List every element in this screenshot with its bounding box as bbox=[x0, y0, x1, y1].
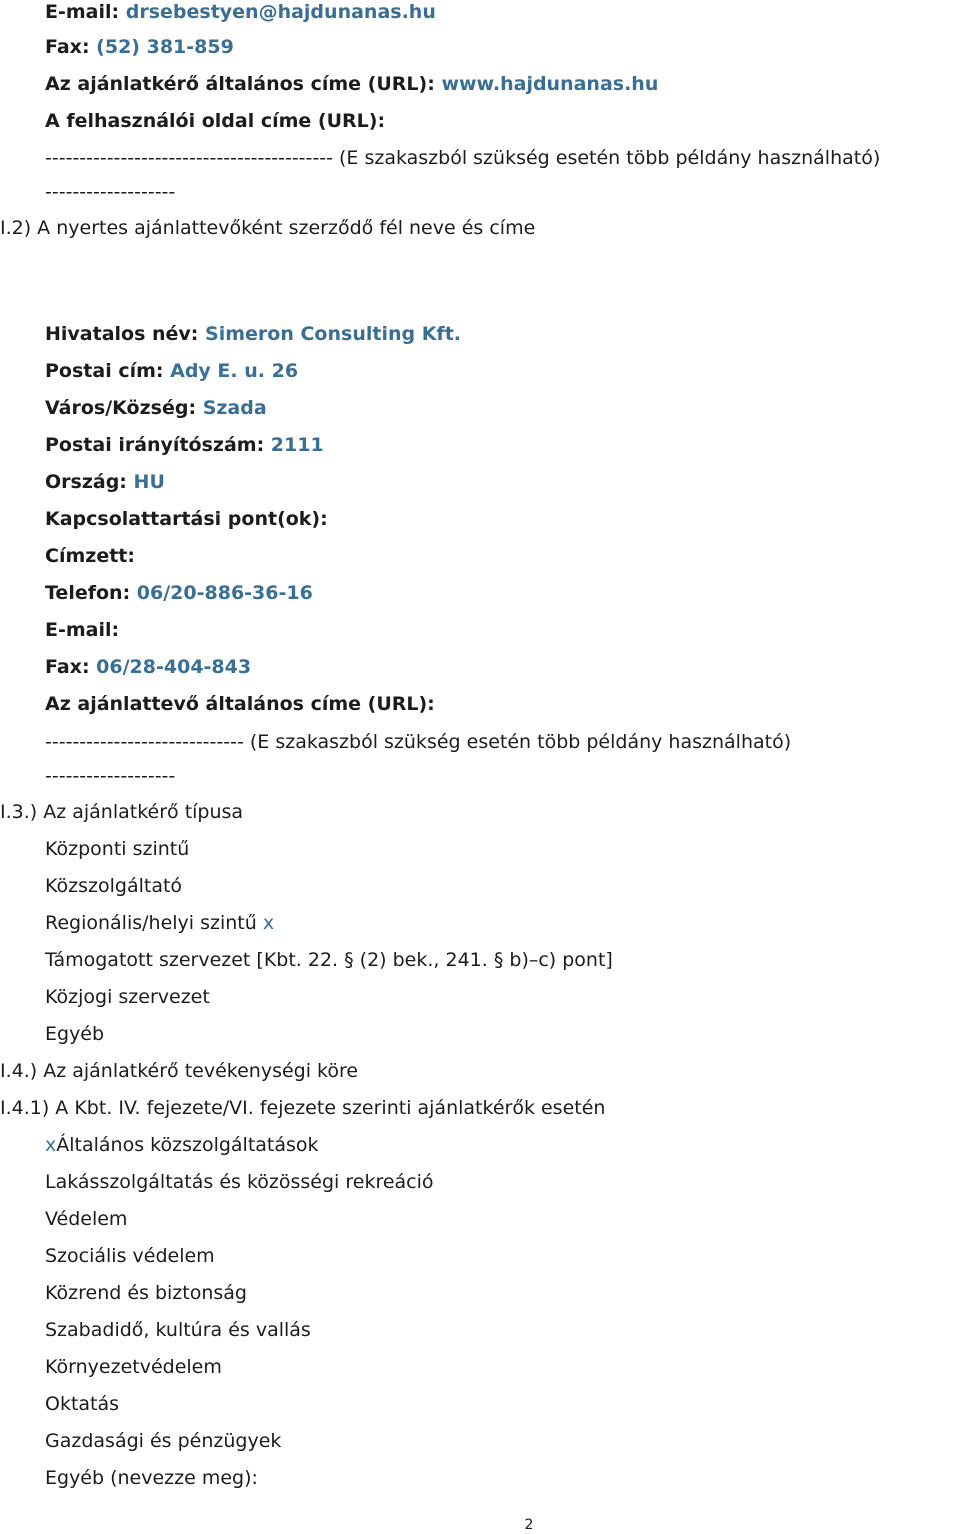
winner-url-label: Az ajánlattevő általános címe (URL): bbox=[45, 693, 435, 715]
phone-row bbox=[45, 581, 313, 605]
winner-email-label: E-mail: bbox=[45, 619, 120, 641]
winner-fax-label: Fax: bbox=[45, 656, 90, 678]
official-name-row bbox=[45, 322, 461, 346]
separator-line: ------------------------------------------ (E szakaszból szükség esetén több példány használható) bbox=[45, 147, 881, 169]
type-item bbox=[45, 948, 613, 972]
activity-selected-mark: x bbox=[45, 1134, 57, 1156]
winner-fax-value: 06/28-404-843 bbox=[96, 656, 252, 678]
country-label: Ország: bbox=[45, 471, 127, 493]
type-item bbox=[45, 874, 182, 898]
type-item-label: Központi szintű bbox=[45, 838, 190, 860]
postal-address-row bbox=[45, 359, 298, 383]
activity-item: Szociális védelem bbox=[45, 1245, 215, 1267]
activity-item-label: Általános közszolgáltatások bbox=[56, 1134, 319, 1156]
winner-separator-tail: ------------------- bbox=[45, 765, 176, 787]
section-heading-type: I.3.) Az ajánlatkérő típusa bbox=[0, 801, 244, 823]
activity-item: Gazdasági és pénzügyek bbox=[45, 1430, 282, 1452]
country-row bbox=[45, 470, 165, 494]
section-heading-activity: I.4.) Az ajánlatkérő tevékenységi köre bbox=[0, 1060, 359, 1082]
url-row bbox=[45, 72, 658, 96]
activity-item: Oktatás bbox=[45, 1393, 120, 1415]
type-item-label: Közjogi szervezet bbox=[45, 986, 210, 1008]
city-row bbox=[45, 396, 267, 420]
country-value: HU bbox=[133, 471, 165, 493]
zip-label: Postai irányítószám: bbox=[45, 434, 265, 456]
email-label: E-mail: bbox=[45, 1, 120, 23]
type-item-label: Regionális/helyi szintű bbox=[45, 912, 257, 934]
section-heading-winner: I.2) A nyertes ajánlattevőként szerződő fél neve és címe bbox=[0, 217, 536, 239]
winner-separator-line: ----------------------------- (E szakaszból szükség esetén több példány használható) bbox=[45, 731, 792, 753]
type-item bbox=[45, 911, 274, 935]
type-item-label: Közszolgáltató bbox=[45, 875, 183, 897]
postal-address-value: Ady E. u. 26 bbox=[170, 360, 299, 382]
url-link[interactable]: www.hajdunanas.hu bbox=[441, 73, 659, 95]
user-url-label: A felhasználói oldal címe (URL): bbox=[45, 110, 386, 132]
phone-value: 06/20-886-36-16 bbox=[136, 582, 313, 604]
contact-point-label: Kapcsolattartási pont(ok): bbox=[45, 508, 328, 530]
zip-row bbox=[45, 433, 324, 457]
fax-label: Fax: bbox=[45, 36, 90, 58]
activity-item: Lakásszolgáltatás és közösségi rekreáció bbox=[45, 1171, 434, 1193]
city-label: Város/Község: bbox=[45, 397, 197, 419]
winner-fax-row bbox=[45, 655, 251, 679]
official-name-value: Simeron Consulting Kft. bbox=[205, 323, 461, 345]
separator-tail: ------------------- bbox=[45, 181, 176, 203]
email-link[interactable]: drsebestyen@hajdunanas.hu bbox=[125, 1, 436, 23]
activity-item: Környezetvédelem bbox=[45, 1356, 222, 1378]
city-value: Szada bbox=[202, 397, 267, 419]
postal-address-label: Postai cím: bbox=[45, 360, 164, 382]
type-item bbox=[45, 1022, 104, 1046]
page-number: 2 bbox=[524, 1517, 534, 1533]
type-item-label: Egyéb bbox=[45, 1023, 105, 1045]
activity-item bbox=[45, 1133, 319, 1157]
type-item bbox=[45, 837, 189, 861]
official-name-label: Hivatalos név: bbox=[45, 323, 199, 345]
fax-row bbox=[45, 35, 234, 59]
activity-item: Szabadidő, kultúra és vallás bbox=[45, 1319, 311, 1341]
type-item bbox=[45, 985, 210, 1009]
activity-item: Védelem bbox=[45, 1208, 128, 1230]
activity-item: Egyéb (nevezze meg): bbox=[45, 1467, 258, 1489]
fax-value: (52) 381-859 bbox=[96, 36, 234, 58]
activity-item: Közrend és biztonság bbox=[45, 1282, 247, 1304]
type-item-label: Támogatott szervezet [Kbt. 22. § (2) bek., 241. § b)–c) pont] bbox=[45, 949, 613, 971]
email-row bbox=[45, 0, 436, 24]
phone-label: Telefon: bbox=[45, 582, 131, 604]
zip-value: 2111 bbox=[270, 434, 324, 456]
url-label: Az ajánlatkérő általános címe (URL): bbox=[45, 73, 435, 95]
type-item-selected-mark: x bbox=[262, 912, 275, 934]
section-subheading-activity: I.4.1) A Kbt. IV. fejezete/VI. fejezete szerinti ajánlatkérők esetén bbox=[0, 1097, 606, 1119]
recipient-label: Címzett: bbox=[45, 545, 135, 567]
